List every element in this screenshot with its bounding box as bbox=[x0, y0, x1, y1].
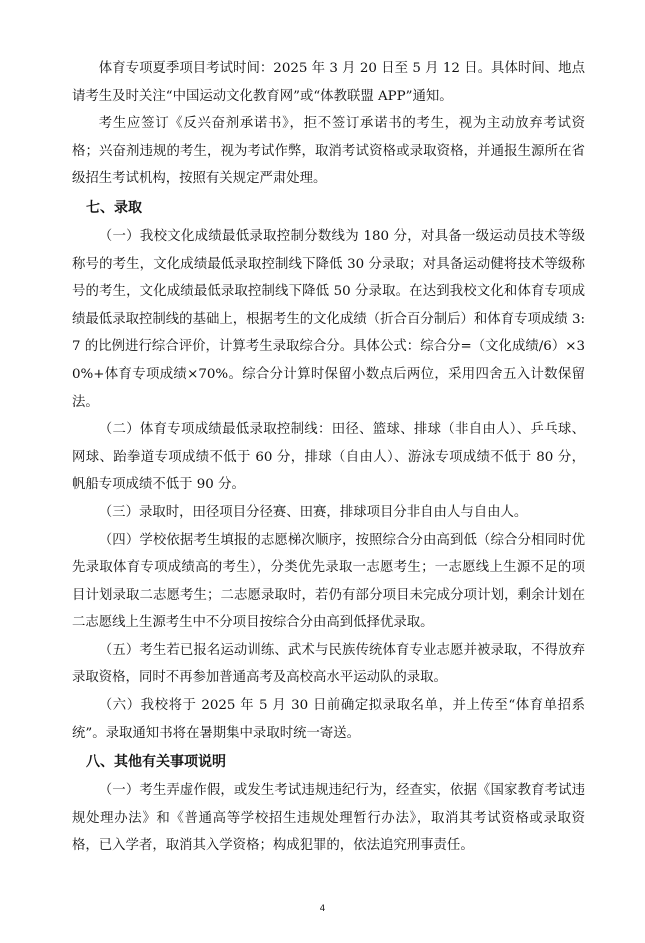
section-heading-admission: 七、录取 bbox=[86, 199, 142, 216]
admission-paragraph-1: （一）我校文化成绩最低录取控制分数线为 180 分，对具备一级运动员技术等级称号的考生，文化成绩最低录取控制线下降低 30 分录取；对具备运动健将技术等级称号的考生，文化成绩最低录取控制线下降低 50 分录取。在达到我校文化和体育专项成绩最低录取控制线的基础上，根据考生的文化成绩（折合百分制后）和体育专项成绩 3:7 的比例进行综合评价，计算考生录取综合分。具体公式：综合分=（文化成绩/6）×30%+体育专项成绩×70%。综合分计算时保留小数点后两位，采用四舍五入计数保留法。 bbox=[72, 228, 585, 410]
intro-paragraph-exam-time: 体育专项夏季项目考试时间：2025 年 3 月 20 日至 5 月 12 日。具体时间、地点请考生及时关注“中国运动文化教育网”或“体教联盟 APP”通知。 bbox=[72, 61, 585, 104]
section-heading-other-matters: 八、其他有关事项说明 bbox=[86, 754, 226, 771]
intro-paragraph-anti-doping: 考生应签订《反兴奋剂承诺书》，拒不签订承诺书的考生，视为主动放弃考试资格；兴奋剂违规的考生，视为考试作弊，取消考试资格或录取资格，并通报生源所在省级招生考试机构，按照有关规定严肃处理。 bbox=[72, 116, 585, 187]
admission-paragraph-3: （三）录取时，田径项目分径赛、田赛，排球项目分非自由人与自由人。 bbox=[98, 504, 528, 520]
document-body bbox=[72, 55, 585, 860]
admission-paragraph-5: （五）考生若已报名运动训练、武术与民族传统体育专业志愿并被录取，不得放弃录取资格，同时不再参加普通高考及高校高水平运动队的录取。 bbox=[72, 642, 585, 686]
admission-paragraph-2: （二）体育专项成绩最低录取控制线：田径、篮球、排球（非自由人）、乒乓球、网球、跆拳道专项成绩不低于 60 分，排球（自由人）、游泳专项成绩不低于 80 分，帆船专项成绩不低于 90 分。 bbox=[72, 422, 585, 493]
admission-paragraph-4: （四）学校依据考生填报的志愿梯次顺序，按照综合分由高到低（综合分相同时优先录取体育专项成绩高的考生），分类优先录取一志愿考生；一志愿线上生源不足的项目计划录取二志愿考生；二志愿录取时，若仍有部分项目未完成分项计划，剩余计划在二志愿线上生源考生中不分项目按综合分由高到低择优录取。 bbox=[72, 532, 585, 631]
other-matters-paragraph-1: （一）考生弄虚作假，或发生考试违规违纪行为，经查实，依据《国家教育考试违规处理办法》和《普通高等学校招生违规处理暂行办法》，取消其考试资格或录取资格，已入学者，取消其入学资格；构成犯罪的，依法追究刑事责任。 bbox=[72, 783, 585, 854]
admission-paragraph-6: （六）我校将于 2025 年 5 月 30 日前确定拟录取名单，并上传至“体育单招系统”。录取通知书将在暑期集中录取时统一寄送。 bbox=[72, 698, 585, 741]
page-number: 4 bbox=[319, 904, 326, 914]
